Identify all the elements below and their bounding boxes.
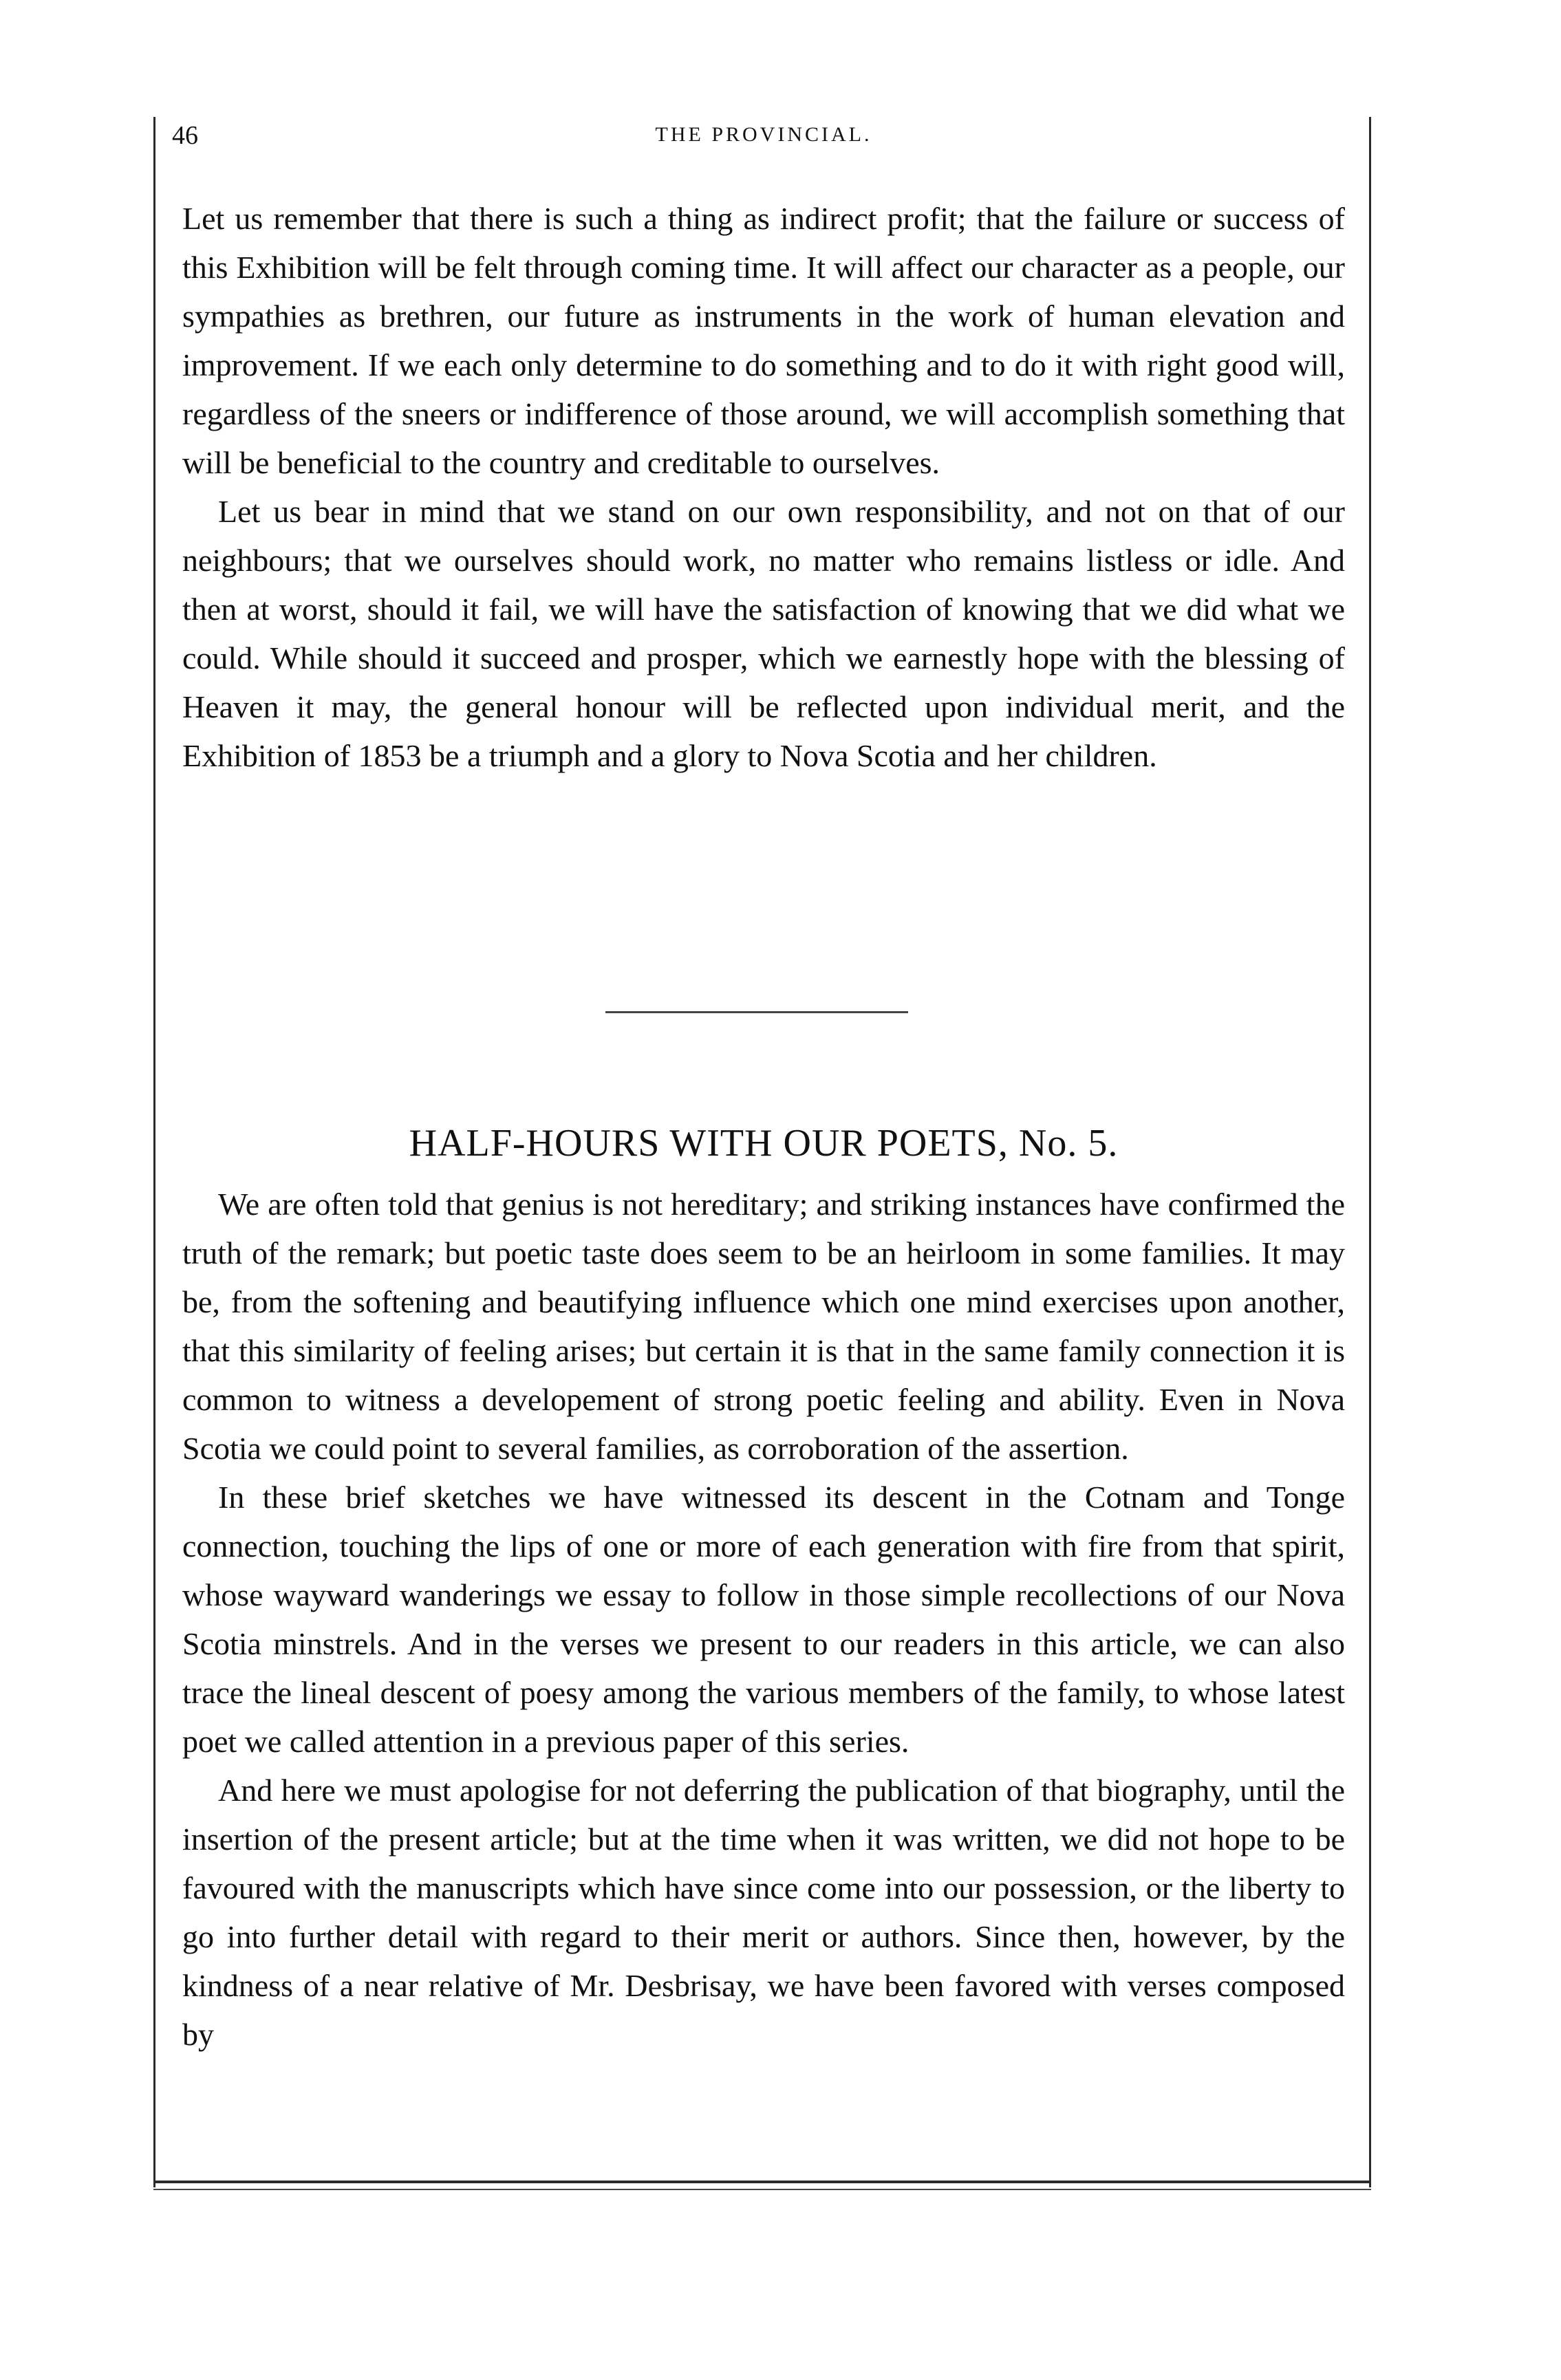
left-border-rule (153, 117, 155, 2187)
bottom-border-rule-secondary (153, 2189, 1371, 2190)
paragraph: We are often told that genius is not hereditary; and striking instances have confirmed the truth of the remark; but poetic taste does seem to be an heirloom in some families. It may be, from the softening and beautifying influence which one mind exercises upon another, that this similarity of feeling arises; but certain it is that in the same family connection it is common to witness a developement of strong poetic feeling and ability. Even in Nova Scotia we could point to several families, as corroboration of the assertion. (182, 1187, 1345, 1466)
section-divider (605, 1011, 908, 1013)
page-number: 46 (172, 121, 198, 150)
section-body (182, 1180, 1345, 2059)
previous-article-ending (182, 194, 1345, 780)
right-border-rule (1369, 117, 1371, 2187)
paragraph: And here we must apologise for not deferring the publication of that biography, until the insertion of the present article; but at the time when it was written, we did not hope to be favoured with the manuscripts which have since come into our possession, or the liberty to go into further detail with regard to their merit or authors. Since then, however, by the kindness of a near relative of Mr. Desbrisay, we have been favored with verses composed by (182, 1773, 1345, 2052)
paragraph: Let us bear in mind that we stand on our own responsibility, and not on that of our neighbours; that we ourselves should work, no matter who remains listless or idle. And then at worst, should it fail, we will have the satisfaction of knowing that we did what we could. While should it succeed and prosper, which we earnestly hope with the blessing of Heaven it may, the general honour will be reflected upon individual merit, and the Exhibition of 1853 be a triumph and a glory to Nova Scotia and her children. (182, 494, 1345, 773)
bottom-border-rule (153, 2181, 1371, 2183)
page-header (172, 120, 1355, 169)
running-head: THE PROVINCIAL. (655, 123, 872, 146)
paragraph: In these brief sketches we have witnessed its descent in the Cotnam and Tonge connection, touching the lips of one or more of each generation with fire from that spirit, whose wayward wanderings we essay to follow in those simple recollections of our Nova Scotia minstrels. And in the verses we present to our readers in this article, we can also trace the lineal descent of poesy among the various members of the family, to whose latest poet we called attention in a previous paper of this series. (182, 1480, 1345, 1759)
section-title: HALF-HOURS WITH OUR POETS, No. 5. (409, 1122, 1119, 1165)
paragraph: Let us remember that there is such a thing as indirect profit; that the failure or success of this Exhibition will be felt through coming time. It will affect our character as a people, our sympathies as brethren, our future as instruments in the work of human elevation and improvement. If we each only determine to do something and to do it with right good will, regardless of the sneers or indifference of those around, we will accomplish something that will be beneficial to the country and creditable to ourselves. (182, 201, 1345, 480)
